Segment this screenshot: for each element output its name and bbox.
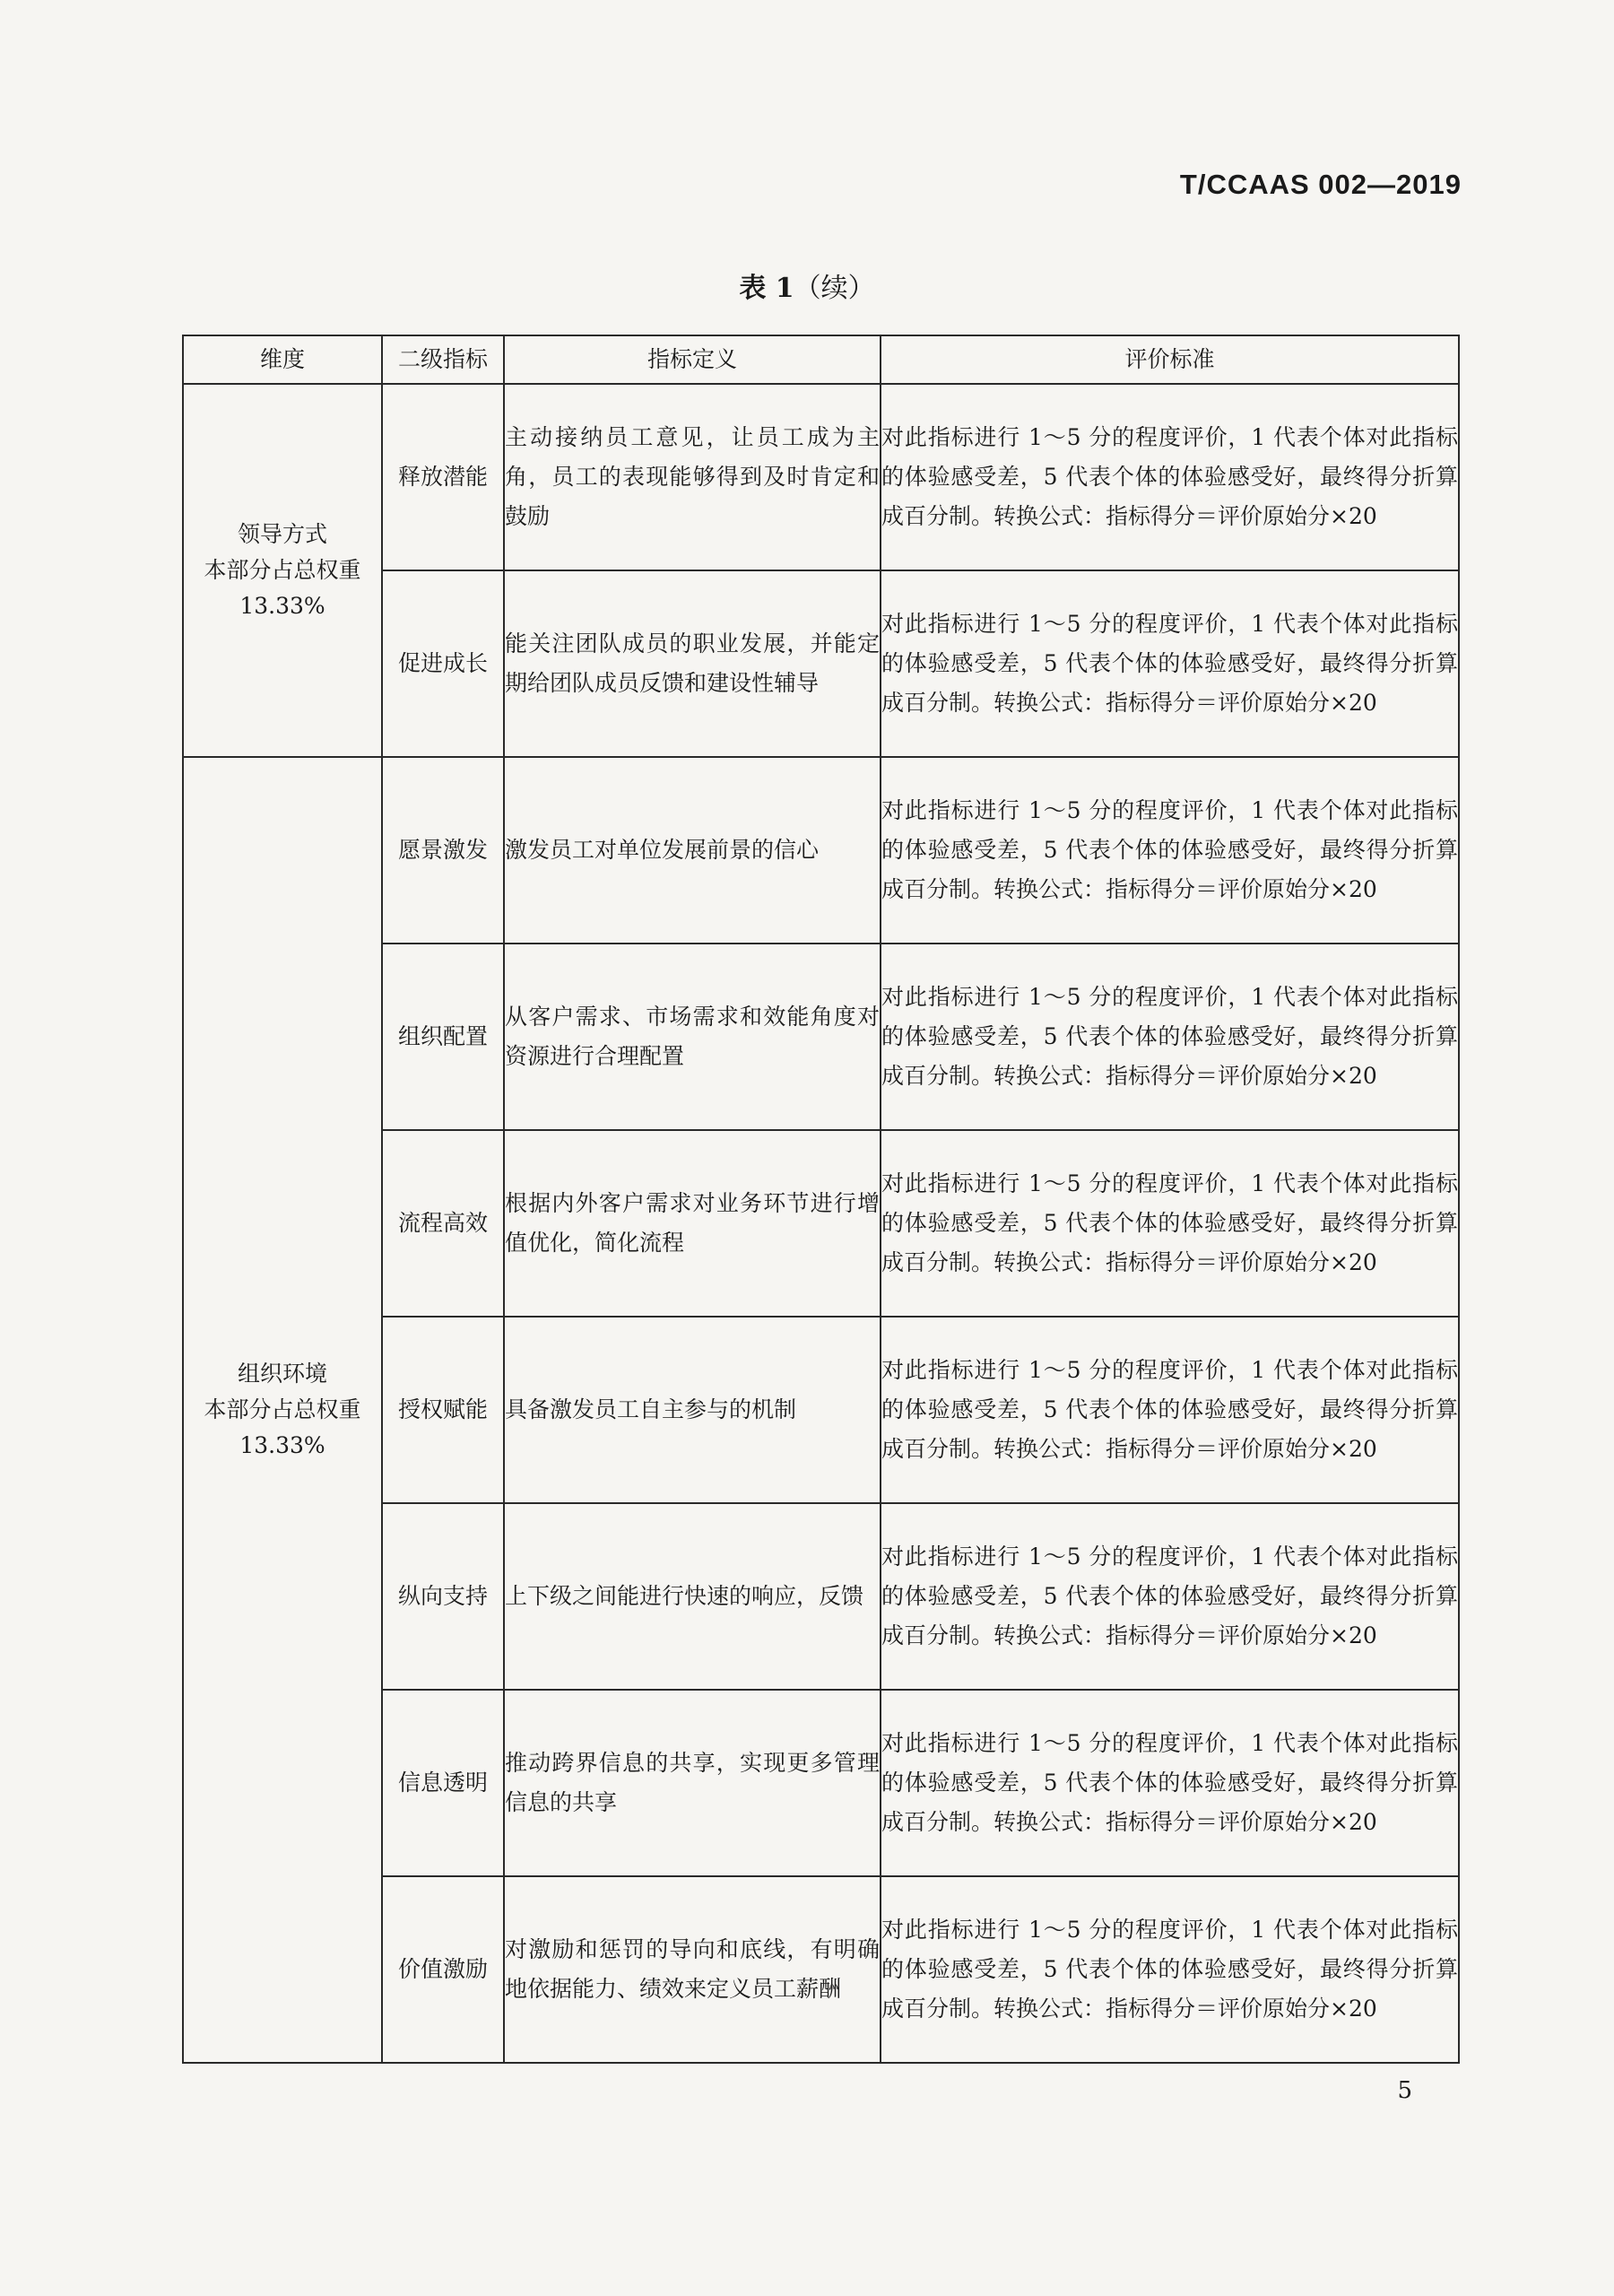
indicator-cell: 信息透明 — [382, 1690, 504, 1876]
indicator-cell: 组织配置 — [382, 944, 504, 1130]
table-header-row — [183, 335, 1459, 384]
table-title-continued: （续） — [794, 273, 875, 304]
indicator-cell: 纵向支持 — [382, 1503, 504, 1690]
dimension-name: 组织环境 — [237, 1361, 327, 1387]
indicator-cell: 授权赋能 — [382, 1317, 504, 1503]
indicator-table — [182, 335, 1460, 2064]
table-title — [0, 265, 1614, 305]
table-row — [183, 757, 1459, 944]
indicator-cell: 愿景激发 — [382, 757, 504, 944]
indicator-cell: 流程高效 — [382, 1130, 504, 1317]
definition-cell: 能关注团队成员的职业发展，并能定期给团队成员反馈和建设性辅导 — [504, 570, 881, 757]
column-header-indicator: 二级指标 — [382, 335, 504, 384]
criteria-cell: 对此指标进行 1～5 分的程度评价，1 代表个体对此指标的体验感受差，5 代表个体的体验感受好，最终得分折算成百分制。转换公式：指标得分＝评价原始分×20 — [881, 570, 1459, 757]
definition-cell: 对激励和惩罚的导向和底线，有明确地依据能力、绩效来定义员工薪酬 — [504, 1876, 881, 2063]
definition-cell: 主动接纳员工意见，让员工成为主角，员工的表现能够得到及时肯定和鼓励 — [504, 384, 881, 570]
page-number: 5 — [1397, 2077, 1412, 2104]
definition-cell: 具备激发员工自主参与的机制 — [504, 1317, 881, 1503]
definition-cell: 激发员工对单位发展前景的信心 — [504, 757, 881, 944]
criteria-cell: 对此指标进行 1～5 分的程度评价，1 代表个体对此指标的体验感受差，5 代表个体的体验感受好，最终得分折算成百分制。转换公式：指标得分＝评价原始分×20 — [881, 1876, 1459, 2063]
dimension-name: 领导方式 — [237, 521, 327, 547]
criteria-cell: 对此指标进行 1～5 分的程度评价，1 代表个体对此指标的体验感受差，5 代表个体的体验感受好，最终得分折算成百分制。转换公式：指标得分＝评价原始分×20 — [881, 384, 1459, 570]
definition-cell: 推动跨界信息的共享，实现更多管理信息的共享 — [504, 1690, 881, 1876]
criteria-cell: 对此指标进行 1～5 分的程度评价，1 代表个体对此指标的体验感受差，5 代表个体的体验感受好，最终得分折算成百分制。转换公式：指标得分＝评价原始分×20 — [881, 1503, 1459, 1690]
dimension-weight-value: 13.33% — [239, 1432, 325, 1458]
dimension-weight-label: 本部分占总权重 — [204, 557, 361, 583]
dimension-weight-label: 本部分占总权重 — [204, 1396, 361, 1422]
criteria-cell: 对此指标进行 1～5 分的程度评价，1 代表个体对此指标的体验感受差，5 代表个体的体验感受好，最终得分折算成百分制。转换公式：指标得分＝评价原始分×20 — [881, 1130, 1459, 1317]
indicator-cell: 价值激励 — [382, 1876, 504, 2063]
definition-cell: 从客户需求、市场需求和效能角度对资源进行合理配置 — [504, 944, 881, 1130]
definition-cell: 上下级之间能进行快速的响应，反馈 — [504, 1503, 881, 1690]
dimension-weight-value: 13.33% — [239, 593, 325, 619]
dimension-cell — [183, 757, 382, 2063]
criteria-cell: 对此指标进行 1～5 分的程度评价，1 代表个体对此指标的体验感受差，5 代表个体的体验感受好，最终得分折算成百分制。转换公式：指标得分＝评价原始分×20 — [881, 1690, 1459, 1876]
criteria-cell: 对此指标进行 1～5 分的程度评价，1 代表个体对此指标的体验感受差，5 代表个体的体验感受好，最终得分折算成百分制。转换公式：指标得分＝评价原始分×20 — [881, 1317, 1459, 1503]
table-row — [183, 384, 1459, 570]
column-header-dimension: 维度 — [183, 335, 382, 384]
document-code: T/CCAAS 002—2019 — [1179, 169, 1462, 200]
column-header-criteria: 评价标准 — [881, 335, 1459, 384]
indicator-cell: 释放潜能 — [382, 384, 504, 570]
definition-cell: 根据内外客户需求对业务环节进行增值优化，简化流程 — [504, 1130, 881, 1317]
criteria-cell: 对此指标进行 1～5 分的程度评价，1 代表个体对此指标的体验感受差，5 代表个体的体验感受好，最终得分折算成百分制。转换公式：指标得分＝评价原始分×20 — [881, 944, 1459, 1130]
column-header-definition: 指标定义 — [504, 335, 881, 384]
indicator-cell: 促进成长 — [382, 570, 504, 757]
criteria-cell: 对此指标进行 1～5 分的程度评价，1 代表个体对此指标的体验感受差，5 代表个体的体验感受好，最终得分折算成百分制。转换公式：指标得分＝评价原始分×20 — [881, 757, 1459, 944]
table-title-main: 表 1 — [739, 273, 794, 304]
dimension-cell — [183, 384, 382, 757]
